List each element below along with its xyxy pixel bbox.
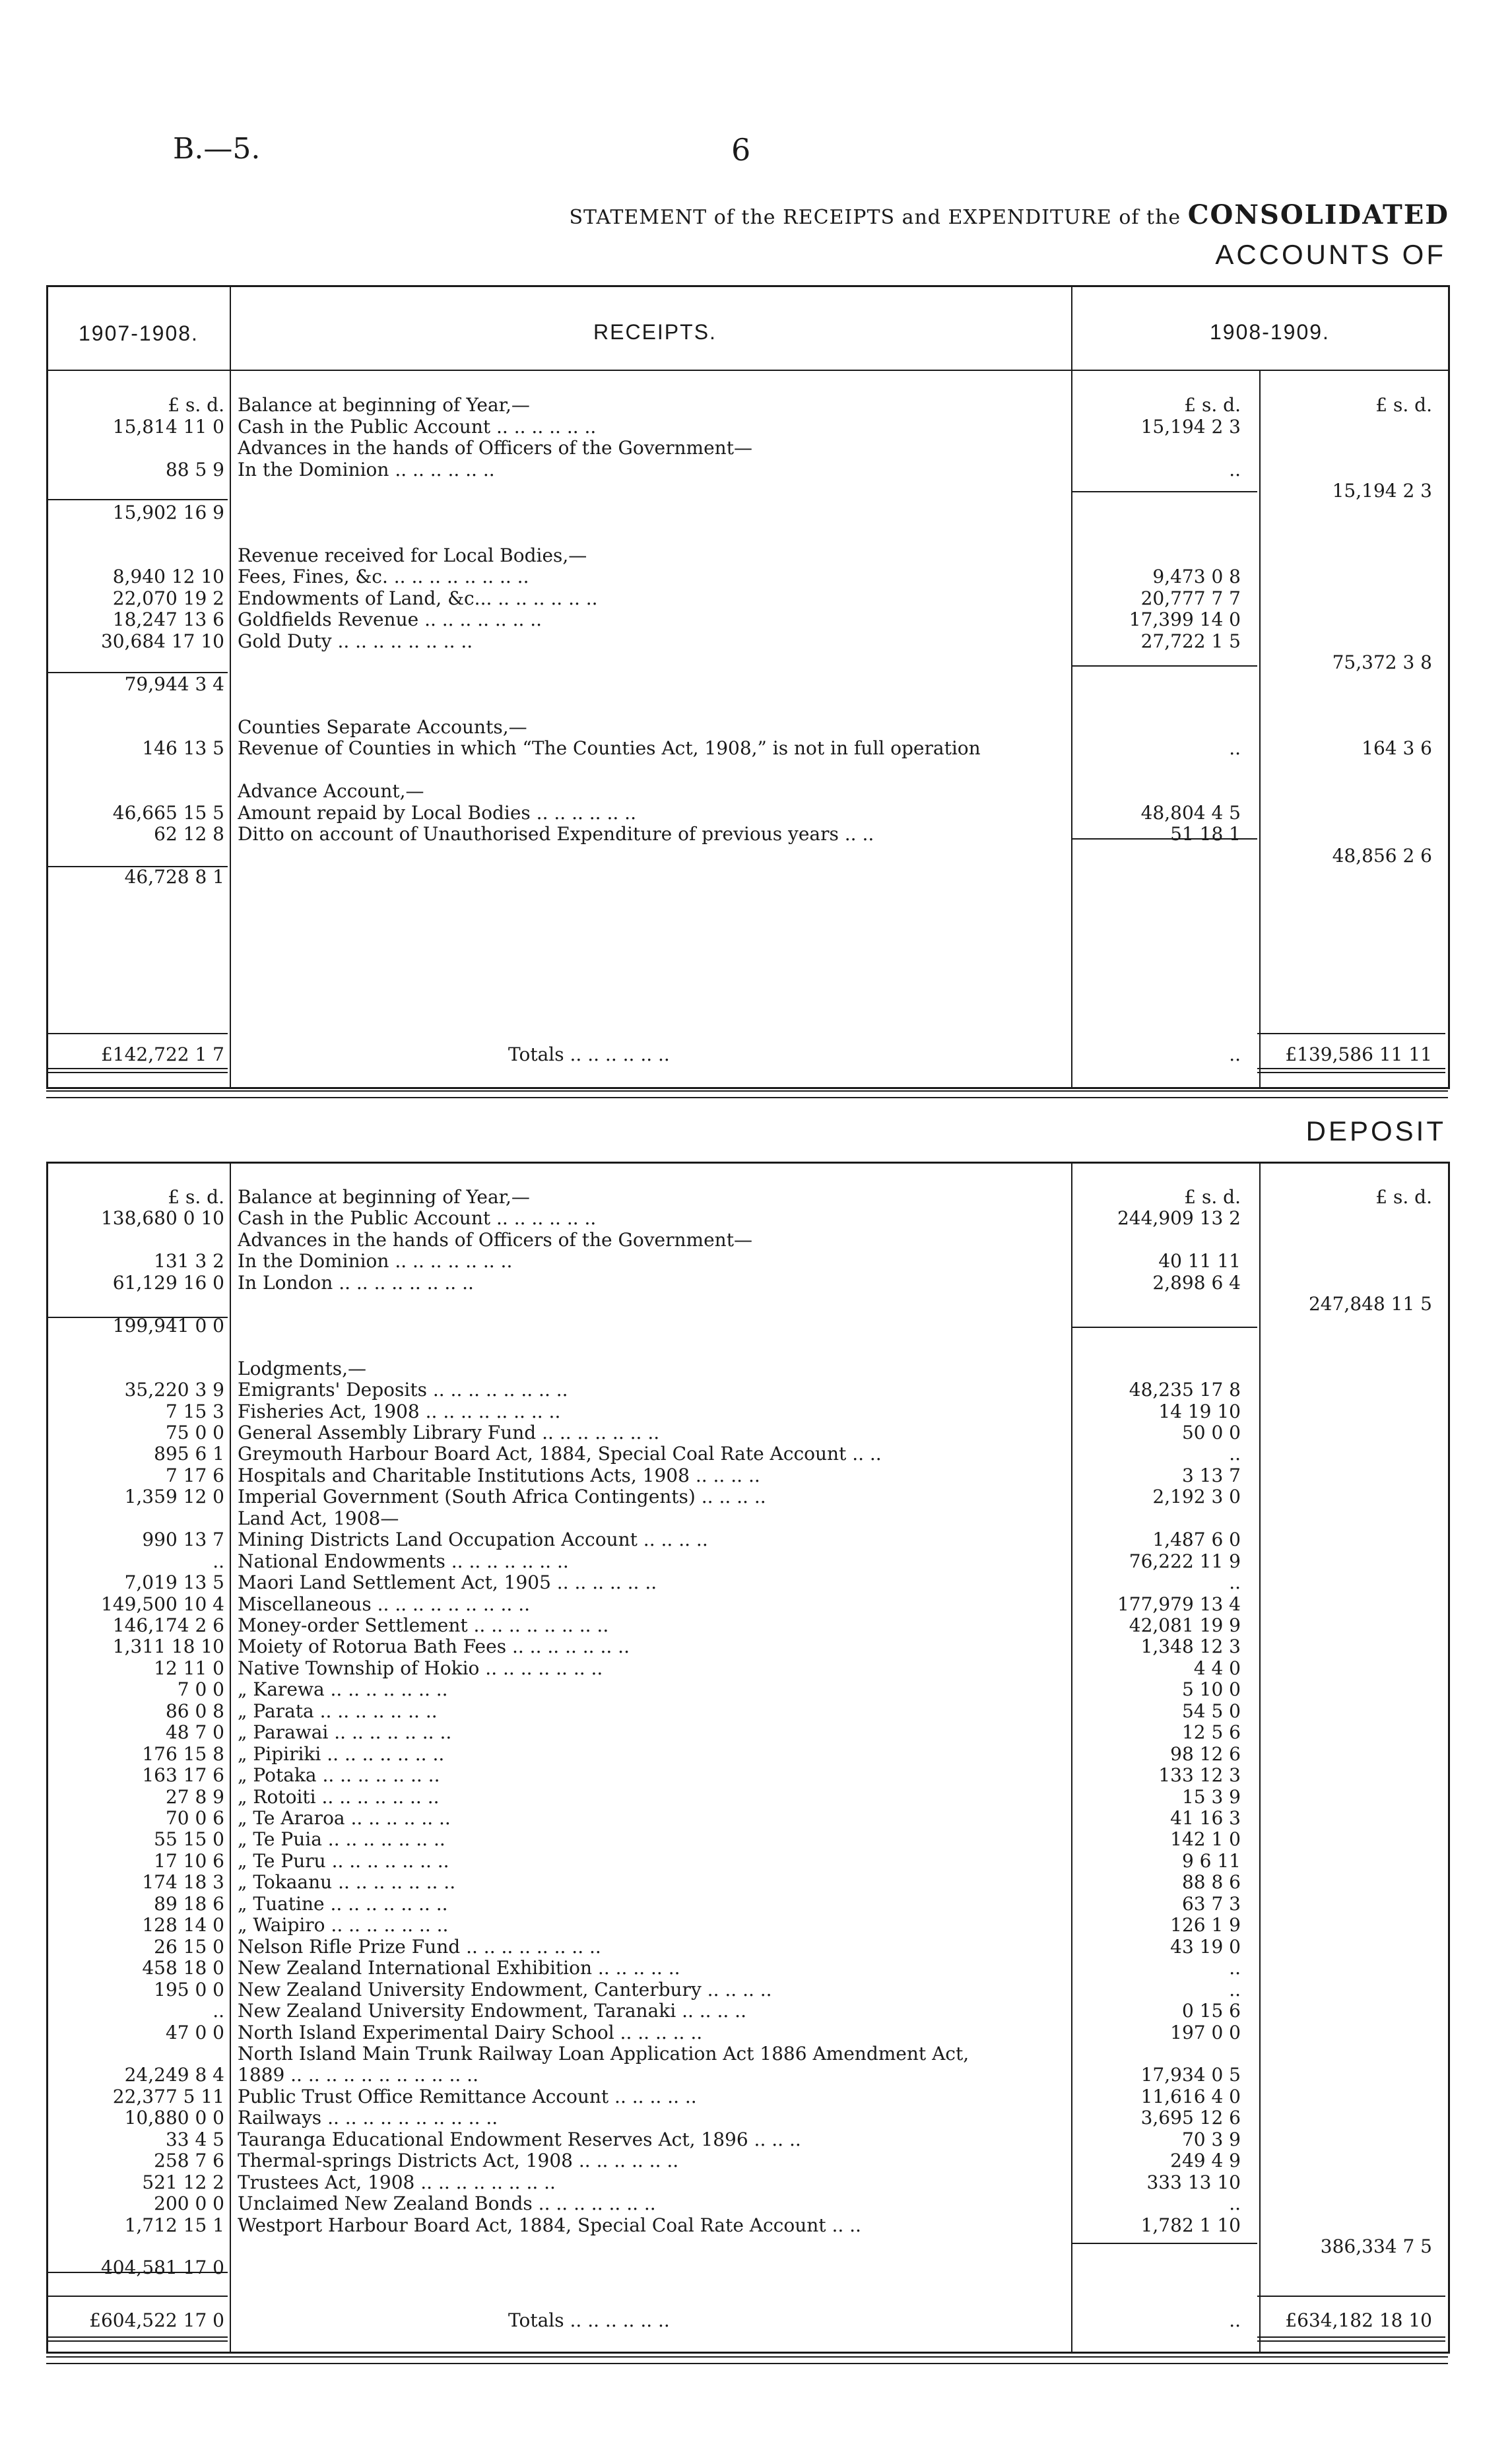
- table2-row-9-col-b: Emigrants' Deposits .. .. .. .. .. .. .. ..: [238, 1379, 568, 1401]
- table2-row-20-col-a: 146,174 2 6: [112, 1614, 224, 1636]
- table2-row-42-col-b: Public Trust Office Remittance Account .. .. .. .. ..: [238, 2086, 697, 2107]
- table2-row-29-col-b: „ Te Araroa .. .. .. .. .. ..: [238, 1808, 451, 1829]
- total-rule: [48, 1033, 228, 1034]
- table2-row-28-col-a: 27 8 9: [165, 1786, 224, 1808]
- table2-row-9-col-c: 48,235 17 8: [1129, 1379, 1241, 1401]
- table2-row-1-col-c: 244,909 13 2: [1117, 1207, 1241, 1229]
- subtotal-rule: [48, 2272, 228, 2273]
- table2-row-27-col-a: 163 17 6: [142, 1764, 224, 1786]
- table2-row-24-col-c: 54 5 0: [1181, 1700, 1241, 1722]
- table2-row-43-col-a: 10,880 0 0: [124, 2107, 224, 2129]
- table2-row-39-col-c: 197 0 0: [1170, 2022, 1241, 2043]
- table1-row-16-col-c: ..: [1229, 737, 1241, 759]
- table2-row-11-col-b: General Assembly Library Fund .. .. .. .. .. .. ..: [238, 1422, 660, 1443]
- subtotal-rule: [48, 866, 228, 867]
- table1-row-3-col-b: In the Dominion .. .. .. .. .. ..: [238, 459, 495, 480]
- header-1907-1908: 1907-1908.: [79, 321, 199, 345]
- table2-row-17-col-b: National Endowments .. .. .. .. .. .. ..: [238, 1551, 569, 1572]
- subtotal-rule: [48, 499, 228, 500]
- table2-row-3-col-a: 131 3 2: [154, 1250, 224, 1272]
- table2-row-44-col-b: Tauranga Educational Endowment Reserves Act, 1896 .. .. ..: [238, 2129, 801, 2150]
- table1-row-9-col-b: Endowments of Land, &c... .. .. .. .. .. ..: [238, 588, 598, 609]
- table2-row-20-col-c: 42,081 19 9: [1129, 1614, 1241, 1636]
- table2-row-29-col-c: 41 16 3: [1170, 1807, 1241, 1829]
- table2-row-33-col-a: 89 18 6: [154, 1893, 224, 1915]
- table2-row-10-col-b: Fisheries Act, 1908 .. .. .. .. .. .. .. ..: [238, 1401, 561, 1422]
- table2-row-45-col-b: Thermal-springs Districts Act, 1908 .. .. .. .. .. ..: [238, 2150, 679, 2171]
- table2-row-44-col-a: 33 4 5: [165, 2129, 224, 2150]
- table2-row-21-col-c: 1,348 12 3: [1140, 1636, 1241, 1657]
- subtotal-rule: [1072, 491, 1257, 492]
- table1-row-4-col-d: 15,194 2 3: [1332, 480, 1432, 502]
- table1-row-12-col-d: 75,372 3 8: [1332, 651, 1432, 673]
- table2-row-14-col-b: Imperial Government (South Africa Contingents) .. .. .. ..: [238, 1486, 766, 1507]
- table2-row-9-col-a: 35,220 3 9: [124, 1379, 224, 1401]
- table1-row-18-col-b: Advance Account,—: [238, 781, 424, 802]
- total-double-rule: [1257, 1068, 1445, 1073]
- table2-totals-col-d: £634,182 18 10: [1285, 2309, 1432, 2331]
- table2-row-40-col-b: North Island Main Trunk Railway Loan Application Act 1886 Amendment Act,: [238, 2043, 970, 2065]
- table2-row-31-col-a: 17 10 6: [154, 1850, 224, 1872]
- table2-row-44-col-c: 70 3 9: [1181, 2129, 1241, 2150]
- table2-row-13-col-c: 3 13 7: [1181, 1465, 1241, 1486]
- table2-row-19-col-c: 177,979 13 4: [1117, 1593, 1241, 1615]
- table2-row-46-col-b: Trustees Act, 1908 .. .. .. .. .. .. .. ..: [238, 2172, 556, 2193]
- table2-row-37-col-b: New Zealand University Endowment, Canterbury .. .. .. ..: [238, 1979, 772, 2001]
- table2-row-37-col-c: ..: [1229, 1979, 1241, 2001]
- table2-row-23-col-a: 7 0 0: [177, 1678, 224, 1700]
- table1-row-0-col-b: Balance at beginning of Year,—: [238, 395, 530, 416]
- table2-row-0-col-a: £ s. d.: [168, 1186, 224, 1208]
- table2-row-41-col-c: 17,934 0 5: [1140, 2064, 1241, 2086]
- table2-row-32-col-a: 174 18 3: [142, 1871, 224, 1893]
- table2-row-39-col-b: North Island Experimental Dairy School .. .. .. .. ..: [238, 2022, 703, 2043]
- table2-row-25-col-b: „ Parawai .. .. .. .. .. .. ..: [238, 1722, 452, 1743]
- table2-row-13-col-a: 7 17 6: [165, 1465, 224, 1486]
- table2-row-30-col-a: 55 15 0: [154, 1828, 224, 1850]
- table2-row-1-col-b: Cash in the Public Account .. .. .. .. .. ..: [238, 1208, 597, 1229]
- table2-row-6-col-a: 199,941 0 0: [112, 1315, 224, 1337]
- table2-row-17-col-a: ..: [213, 1550, 224, 1572]
- table1-row-1-col-a: 15,814 11 0: [112, 416, 224, 438]
- table2-row-46-col-a: 521 12 2: [142, 2171, 224, 2193]
- table1-row-8-col-c: 9,473 0 8: [1152, 566, 1241, 587]
- total-double-rule: [48, 2336, 228, 2342]
- table2-totals-col-a: £604,522 17 0: [89, 2309, 224, 2331]
- table2-row-8-col-b: Lodgments,—: [238, 1358, 366, 1379]
- table1-row-20-col-a: 62 12 8: [154, 823, 224, 845]
- table2-row-34-col-b: „ Waipiro .. .. .. .. .. .. ..: [238, 1915, 449, 1936]
- table2-row-15-col-b: Land Act, 1908—: [238, 1508, 399, 1529]
- table2-row-3-col-c: 40 11 11: [1158, 1250, 1241, 1272]
- table2-row-34-col-a: 128 14 0: [142, 1914, 224, 1936]
- total-rule: [1257, 2296, 1445, 2297]
- statement-prefix: STATEMENT of the RECEIPTS and EXPENDITURE of the: [569, 206, 1181, 229]
- table1-row-7-col-b: Revenue received for Local Bodies,—: [238, 545, 587, 566]
- section-subtitle-accounts: ACCOUNTS OF: [1215, 239, 1446, 270]
- table2-row-32-col-c: 88 8 6: [1181, 1871, 1241, 1893]
- table1-row-10-col-c: 17,399 14 0: [1129, 609, 1241, 630]
- table2-row-25-col-c: 12 5 6: [1181, 1721, 1241, 1743]
- total-rule: [1257, 1033, 1445, 1034]
- table1-row-0-col-a: £ s. d.: [168, 394, 224, 416]
- page-reference: B.—5.: [173, 132, 261, 166]
- table2-row-0-col-d: £ s. d.: [1375, 1186, 1432, 1208]
- table2-row-32-col-b: „ Tokaanu .. .. .. .. .. .. ..: [238, 1872, 456, 1893]
- table1-row-20-col-b: Ditto on account of Unauthorised Expenditure of previous years .. ..: [238, 824, 874, 845]
- subtotal-rule: [1072, 838, 1257, 840]
- table2-row-45-col-a: 258 7 6: [154, 2150, 224, 2171]
- table1-row-13-col-a: 79,944 3 4: [124, 673, 224, 695]
- table1-row-3-col-c: ..: [1229, 459, 1241, 480]
- table1-row-8-col-b: Fees, Fines, &c. .. .. .. .. .. .. .. ..: [238, 566, 529, 587]
- table1-row-8-col-a: 8,940 12 10: [112, 566, 224, 587]
- table2-row-13-col-b: Hospitals and Charitable Institutions Acts, 1908 .. .. .. ..: [238, 1465, 760, 1486]
- table2-row-46-col-c: 333 13 10: [1146, 2171, 1241, 2193]
- table2-row-14-col-c: 2,192 3 0: [1152, 1486, 1241, 1507]
- table2-row-19-col-b: Miscellaneous .. .. .. .. .. .. .. .. ..: [238, 1594, 531, 1615]
- table2-row-18-col-b: Maori Land Settlement Act, 1905 .. .. .. .. .. ..: [238, 1572, 657, 1593]
- table1-row-9-col-a: 22,070 19 2: [112, 587, 224, 609]
- total-rule: [48, 2296, 228, 2297]
- table2-row-3-col-b: In the Dominion .. .. .. .. .. .. ..: [238, 1251, 513, 1272]
- table2-row-47-col-b: Unclaimed New Zealand Bonds .. .. .. .. .. .. ..: [238, 2193, 656, 2214]
- table2-row-17-col-c: 76,222 11 9: [1129, 1550, 1241, 1572]
- table2-row-33-col-b: „ Tuatine .. .. .. .. .. .. ..: [238, 1894, 448, 1915]
- table2-row-42-col-c: 11,616 4 0: [1140, 2086, 1241, 2107]
- subtotal-rule: [1072, 1327, 1257, 1328]
- table2-row-38-col-a: ..: [213, 2000, 224, 2022]
- table2-row-5-col-d: 247,848 11 5: [1308, 1293, 1432, 1315]
- subtotal-rule: [48, 672, 228, 673]
- table1-row-11-col-b: Gold Duty .. .. .. .. .. .. .. ..: [238, 631, 473, 652]
- table1-row-1-col-b: Cash in the Public Account .. .. .. .. .. ..: [238, 416, 597, 438]
- table2-row-18-col-a: 7,019 13 5: [124, 1571, 224, 1593]
- table2-row-16-col-a: 990 13 7: [142, 1529, 224, 1550]
- table2-row-16-col-c: 1,487 6 0: [1152, 1529, 1241, 1550]
- table2-row-49-col-d: 386,334 7 5: [1320, 2235, 1432, 2257]
- table2-row-50-col-a: 404,581 17 0: [100, 2257, 224, 2278]
- page-number: 6: [731, 132, 751, 168]
- table2-row-31-col-c: 9 6 11: [1181, 1850, 1241, 1872]
- table-bottom-rule: [46, 1097, 1448, 1098]
- table2-row-4-col-c: 2,898 6 4: [1152, 1272, 1241, 1294]
- table2-row-38-col-c: 0 15 6: [1181, 2000, 1241, 2022]
- table2-row-26-col-c: 98 12 6: [1170, 1743, 1241, 1765]
- table1-row-19-col-c: 48,804 4 5: [1140, 802, 1241, 824]
- table2-row-30-col-b: „ Te Puia .. .. .. .. .. .. ..: [238, 1829, 445, 1850]
- table2-row-22-col-b: Native Township of Hokio .. .. .. .. .. .. ..: [238, 1658, 603, 1679]
- table2-row-18-col-c: ..: [1229, 1571, 1241, 1593]
- statement-bold-word: CONSOLIDATED: [1187, 199, 1449, 230]
- table1-row-15-col-b: Counties Separate Accounts,—: [238, 717, 527, 738]
- total-double-rule: [1257, 2336, 1445, 2342]
- table2-row-30-col-c: 142 1 0: [1170, 1828, 1241, 1850]
- table2-row-12-col-b: Greymouth Harbour Board Act, 1884, Special Coal Rate Account .. ..: [238, 1443, 882, 1465]
- header-1908-1909: 1908-1909.: [1210, 320, 1330, 344]
- table1-row-21-col-d: 48,856 2 6: [1332, 845, 1432, 867]
- table-bottom-rule: [46, 1090, 1448, 1092]
- table2-row-48-col-c: 1,782 1 10: [1140, 2214, 1241, 2236]
- table1-row-10-col-b: Goldfields Revenue .. .. .. .. .. .. ..: [238, 609, 542, 630]
- table2-row-27-col-b: „ Potaka .. .. .. .. .. .. ..: [238, 1765, 440, 1786]
- table2-row-36-col-a: 458 18 0: [142, 1957, 224, 1979]
- table2-row-45-col-c: 249 4 9: [1170, 2150, 1241, 2171]
- table2-row-36-col-b: New Zealand International Exhibition .. .. .. .. ..: [238, 1958, 680, 1979]
- table2-row-23-col-b: „ Karewa .. .. .. .. .. .. ..: [238, 1679, 448, 1700]
- table2-row-21-col-a: 1,311 18 10: [112, 1636, 224, 1657]
- table2-row-38-col-b: New Zealand University Endowment, Taranaki .. .. .. ..: [238, 2001, 746, 2022]
- table2-row-4-col-a: 61,129 16 0: [112, 1272, 224, 1294]
- table2-row-11-col-c: 50 0 0: [1181, 1422, 1241, 1443]
- table2-row-24-col-b: „ Parata .. .. .. .. .. .. ..: [238, 1701, 438, 1722]
- table2-row-12-col-a: 895 6 1: [154, 1443, 224, 1465]
- section-subtitle-deposit: DEPOSIT: [1305, 1115, 1446, 1146]
- table1-row-11-col-a: 30,684 17 10: [100, 630, 224, 652]
- table2-row-39-col-a: 47 0 0: [165, 2022, 224, 2043]
- table2-row-35-col-c: 43 19 0: [1170, 1936, 1241, 1958]
- table1-totals-col-c: ..: [1229, 1043, 1241, 1065]
- table1-row-19-col-a: 46,665 15 5: [112, 802, 224, 824]
- table2-row-28-col-c: 15 3 9: [1181, 1786, 1241, 1808]
- table2-row-12-col-c: ..: [1229, 1443, 1241, 1465]
- table2-row-47-col-c: ..: [1229, 2193, 1241, 2214]
- table2-row-0-col-b: Balance at beginning of Year,—: [238, 1187, 530, 1208]
- table2-row-23-col-c: 5 10 0: [1181, 1678, 1241, 1700]
- statement-heading: [569, 199, 1449, 230]
- table1-row-16-col-b: Revenue of Counties in which “The Counties Act, 1908,” is not in full operation: [238, 738, 981, 759]
- table2-row-28-col-b: „ Rotoiti .. .. .. .. .. .. ..: [238, 1787, 440, 1808]
- table2-row-22-col-c: 4 4 0: [1193, 1657, 1241, 1679]
- table2-row-48-col-a: 1,712 15 1: [124, 2214, 224, 2236]
- table1-row-16-col-d: 164 3 6: [1362, 737, 1432, 759]
- table1-row-9-col-c: 20,777 7 7: [1140, 587, 1241, 609]
- table2-row-41-col-b: 1889 .. .. .. .. .. .. .. .. .. .. ..: [238, 2065, 478, 2086]
- table2-row-10-col-a: 7 15 3: [165, 1401, 224, 1422]
- table2-row-36-col-c: ..: [1229, 1957, 1241, 1979]
- table2-row-29-col-a: 70 0 6: [165, 1807, 224, 1829]
- table1-row-19-col-b: Amount repaid by Local Bodies .. .. .. .. .. ..: [238, 803, 636, 824]
- table2-row-10-col-c: 14 19 10: [1158, 1401, 1241, 1422]
- table2-row-42-col-a: 22,377 5 11: [112, 2086, 224, 2107]
- subtotal-rule: [1072, 665, 1257, 667]
- table1-row-2-col-b: Advances in the hands of Officers of the Government—: [238, 438, 752, 459]
- table1-row-11-col-c: 27,722 1 5: [1140, 630, 1241, 652]
- table2-row-2-col-b: Advances in the hands of Officers of the Government—: [238, 1230, 752, 1251]
- table2-row-43-col-c: 3,695 12 6: [1140, 2107, 1241, 2129]
- table2-row-11-col-a: 75 0 0: [165, 1422, 224, 1443]
- table2-row-4-col-b: In London .. .. .. .. .. .. .. ..: [238, 1273, 474, 1294]
- table2-row-43-col-b: Railways .. .. .. .. .. .. .. .. .. ..: [238, 2107, 498, 2129]
- table1-row-10-col-a: 18,247 13 6: [112, 609, 224, 630]
- table2-row-16-col-b: Mining Districts Land Occupation Account .. .. .. ..: [238, 1529, 708, 1550]
- table2-row-48-col-b: Westport Harbour Board Act, 1884, Special Coal Rate Account .. ..: [238, 2215, 861, 2236]
- header-receipts: RECEIPTS.: [593, 320, 717, 344]
- table2-row-26-col-a: 176 15 8: [142, 1743, 224, 1765]
- table2-totals-col-b: Totals .. .. .. .. .. ..: [508, 2309, 670, 2331]
- table1-row-5-col-a: 15,902 16 9: [112, 502, 224, 523]
- total-double-rule: [48, 1068, 228, 1073]
- table1-row-1-col-c: 15,194 2 3: [1140, 416, 1241, 438]
- table2-row-34-col-c: 126 1 9: [1170, 1914, 1241, 1936]
- table1-row-3-col-a: 88 5 9: [165, 459, 224, 480]
- table2-row-20-col-b: Money-order Settlement .. .. .. .. .. .. .. ..: [238, 1615, 609, 1636]
- table2-row-35-col-a: 26 15 0: [154, 1936, 224, 1958]
- table2-row-19-col-a: 149,500 10 4: [100, 1593, 224, 1615]
- table1-totals-col-d: £139,586 11 11: [1285, 1043, 1432, 1065]
- table-bottom-rule: [46, 2356, 1448, 2358]
- table2-row-47-col-a: 200 0 0: [154, 2193, 224, 2214]
- table2-row-26-col-b: „ Pipiriki .. .. .. .. .. .. ..: [238, 1744, 445, 1765]
- table1-totals-col-b: Totals .. .. .. .. .. ..: [508, 1043, 670, 1065]
- subtotal-rule: [1072, 2243, 1257, 2244]
- table2-totals-col-c: ..: [1229, 2309, 1241, 2331]
- table2-row-21-col-b: Moiety of Rotorua Bath Fees .. .. .. .. .. .. ..: [238, 1636, 630, 1657]
- table2-row-25-col-a: 48 7 0: [165, 1721, 224, 1743]
- table1-row-22-col-a: 46,728 8 1: [124, 866, 224, 888]
- table2-row-41-col-a: 24,249 8 4: [124, 2064, 224, 2086]
- table2-row-33-col-c: 63 7 3: [1181, 1893, 1241, 1915]
- table2-row-1-col-a: 138,680 0 10: [100, 1207, 224, 1229]
- table2-row-27-col-c: 133 12 3: [1158, 1764, 1241, 1786]
- table1-row-16-col-a: 146 13 5: [142, 737, 224, 759]
- table1-row-0-col-d: £ s. d.: [1375, 394, 1432, 416]
- table2-row-31-col-b: „ Te Puru .. .. .. .. .. .. ..: [238, 1851, 449, 1872]
- subtotal-rule: [48, 1317, 228, 1318]
- table-bottom-rule: [46, 2363, 1448, 2364]
- table1-row-20-col-c: 51 18 1: [1170, 823, 1241, 845]
- table2-row-14-col-a: 1,359 12 0: [124, 1486, 224, 1507]
- table2-row-35-col-b: Nelson Rifle Prize Fund .. .. .. .. .. .. .. ..: [238, 1936, 601, 1958]
- table1-row-0-col-c: £ s. d.: [1184, 394, 1241, 416]
- table2-row-37-col-a: 195 0 0: [154, 1979, 224, 2001]
- table2-row-22-col-a: 12 11 0: [154, 1657, 224, 1679]
- table1-totals-col-a: £142,722 1 7: [100, 1043, 224, 1065]
- table2-row-0-col-c: £ s. d.: [1184, 1186, 1241, 1208]
- table2-row-24-col-a: 86 0 8: [165, 1700, 224, 1722]
